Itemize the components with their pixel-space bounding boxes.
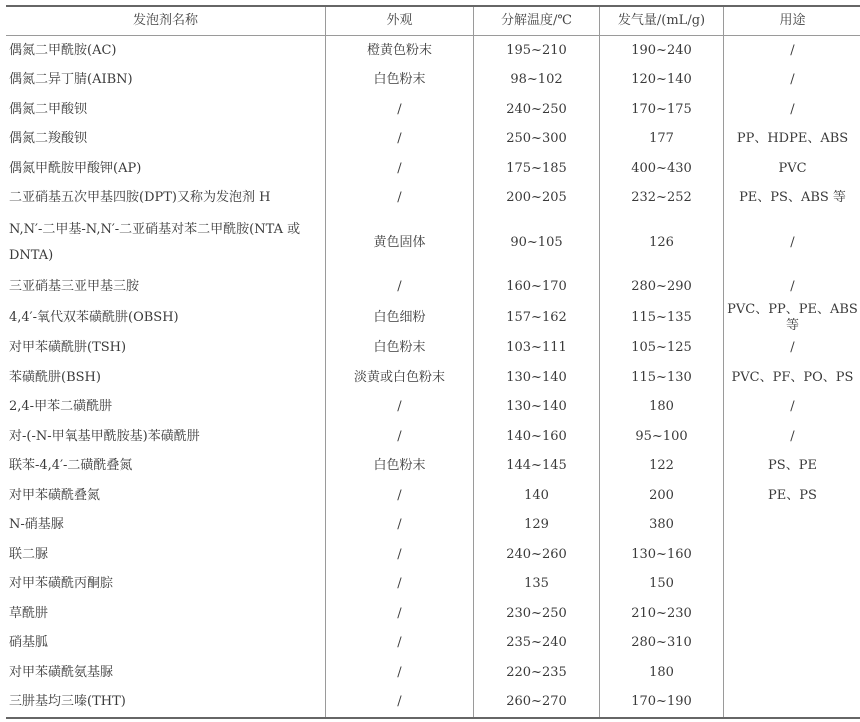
cell-appearance: / [326, 184, 474, 214]
table-header-row [6, 6, 860, 36]
cell-decomp-temp: 200~205 [474, 184, 600, 214]
table-row [6, 599, 860, 629]
table-row [6, 452, 860, 482]
cell-decomp-temp: 160~170 [474, 272, 600, 302]
cell-decomp-temp: 250~300 [474, 125, 600, 155]
table-row [6, 540, 860, 570]
cell-appearance: 白色细粉 [326, 302, 474, 334]
cell-gas-volume: 105~125 [600, 334, 724, 364]
table-row [6, 302, 860, 334]
cell-gas-volume: 150 [600, 570, 724, 600]
cell-appearance: / [326, 422, 474, 452]
cell-decomp-temp: 235~240 [474, 629, 600, 659]
cell-appearance: / [326, 511, 474, 541]
cell-usage [724, 688, 860, 719]
cell-appearance: 白色粉末 [326, 452, 474, 482]
cell-decomp-temp: 144~145 [474, 452, 600, 482]
cell-decomp-temp: 140~160 [474, 422, 600, 452]
cell-name: 苯磺酰肼(BSH) [9, 369, 101, 385]
cell-appearance: / [326, 629, 474, 659]
cell-appearance: / [326, 599, 474, 629]
cell-gas-volume: 400~430 [600, 154, 724, 184]
table-row [6, 688, 860, 719]
cell-appearance: / [326, 154, 474, 184]
table-row [6, 422, 860, 452]
cell-gas-volume: 170~175 [600, 95, 724, 125]
cell-decomp-temp: 260~270 [474, 688, 600, 719]
cell-usage: PVC、PF、PO、PS [724, 363, 860, 393]
table-row [6, 570, 860, 600]
cell-usage [724, 540, 860, 570]
table-row [6, 658, 860, 688]
table-row [6, 184, 860, 214]
cell-decomp-temp: 240~250 [474, 95, 600, 125]
cell-gas-volume: 115~130 [600, 363, 724, 393]
cell-usage: / [724, 95, 860, 125]
cell-decomp-temp: 103~111 [474, 334, 600, 364]
cell-gas-volume: 120~140 [600, 66, 724, 96]
cell-gas-volume: 130~160 [600, 540, 724, 570]
cell-decomp-temp: 130~140 [474, 393, 600, 423]
cell-appearance: 白色粉末 [326, 334, 474, 364]
cell-gas-volume: 280~290 [600, 272, 724, 302]
cell-usage: / [724, 36, 860, 66]
table-row [6, 481, 860, 511]
cell-gas-volume: 200 [600, 481, 724, 511]
cell-name: N-硝基脲 [9, 517, 64, 533]
table-row [6, 511, 860, 541]
cell-gas-volume: 280~310 [600, 629, 724, 659]
cell-appearance: 橙黄色粉末 [326, 36, 474, 66]
cell-name: 三肼基均三嗪(THT) [9, 694, 126, 710]
cell-gas-volume: 210~230 [600, 599, 724, 629]
table-row [6, 334, 860, 364]
cell-gas-volume: 180 [600, 393, 724, 423]
cell-name: 对甲苯磺酰叠氮 [9, 487, 101, 503]
cell-gas-volume: 180 [600, 658, 724, 688]
cell-decomp-temp: 157~162 [474, 302, 600, 334]
cell-name: 偶氮甲酰胺甲酸钾(AP) [9, 160, 142, 176]
cell-name: 偶氮二羧酸钡 [9, 131, 88, 147]
cell-decomp-temp: 130~140 [474, 363, 600, 393]
table-row [6, 95, 860, 125]
cell-name: 硝基胍 [9, 635, 49, 651]
cell-usage: / [724, 393, 860, 423]
cell-decomp-temp: 175~185 [474, 154, 600, 184]
cell-appearance: 白色粉末 [326, 66, 474, 96]
cell-name: 对-(-N-甲氧基甲酰胺基)苯磺酰肼 [9, 428, 200, 444]
cell-decomp-temp: 90~105 [474, 213, 600, 272]
cell-appearance: / [326, 688, 474, 719]
table-body [6, 36, 860, 719]
cell-name: 联二脲 [9, 546, 49, 562]
cell-usage [724, 629, 860, 659]
cell-appearance: 黄色固体 [326, 213, 474, 272]
cell-name: 对甲苯磺酰氨基脲 [9, 664, 114, 680]
cell-name: 二亚硝基五次甲基四胺(DPT)又称为发泡剂 H [9, 190, 271, 206]
header-appearance: 外观 [326, 6, 474, 36]
cell-name: 偶氮二异丁腈(AIBN) [9, 72, 133, 88]
cell-appearance: / [326, 540, 474, 570]
cell-usage: / [724, 422, 860, 452]
table-row [6, 393, 860, 423]
cell-appearance: / [326, 658, 474, 688]
header-usage: 用途 [724, 6, 860, 36]
cell-decomp-temp: 140 [474, 481, 600, 511]
cell-decomp-temp: 220~235 [474, 658, 600, 688]
cell-usage [724, 511, 860, 541]
cell-appearance: 淡黄或白色粉末 [326, 363, 474, 393]
blowing-agent-table [6, 5, 860, 719]
table-row [6, 154, 860, 184]
header-decomp-temp: 分解温度/℃ [474, 6, 600, 36]
cell-decomp-temp: 135 [474, 570, 600, 600]
cell-decomp-temp: 240~260 [474, 540, 600, 570]
cell-gas-volume: 95~100 [600, 422, 724, 452]
cell-gas-volume: 126 [600, 213, 724, 272]
cell-decomp-temp: 98~102 [474, 66, 600, 96]
cell-appearance: / [326, 570, 474, 600]
cell-decomp-temp: 230~250 [474, 599, 600, 629]
cell-usage: PVC [724, 154, 860, 184]
cell-name: 三亚硝基三亚甲基三胺 [9, 278, 140, 294]
cell-gas-volume: 177 [600, 125, 724, 155]
cell-name: 联苯-4,4′-二磺酰叠氮 [9, 458, 133, 474]
cell-usage [724, 570, 860, 600]
cell-usage: PS、PE [724, 452, 860, 482]
cell-appearance: / [326, 95, 474, 125]
cell-gas-volume: 170~190 [600, 688, 724, 719]
cell-usage: PE、PS、ABS 等 [724, 184, 860, 214]
table-row [6, 125, 860, 155]
cell-name: 草酰肼 [9, 605, 49, 621]
cell-usage: / [724, 66, 860, 96]
cell-usage: PP、HDPE、ABS [724, 125, 860, 155]
cell-usage: / [724, 213, 860, 272]
cell-gas-volume: 190~240 [600, 36, 724, 66]
table-row [6, 629, 860, 659]
cell-name: 对甲苯磺酰丙酮腙 [9, 576, 114, 592]
table-row [6, 213, 860, 272]
table-row [6, 272, 860, 302]
cell-name: 偶氮二甲酸钡 [9, 101, 88, 117]
cell-usage: / [724, 272, 860, 302]
cell-gas-volume: 115~135 [600, 302, 724, 334]
cell-usage: PVC、PP、PE、ABS 等 [724, 302, 860, 334]
cell-name: 4,4′-氧代双苯磺酰肼(OBSH) [9, 309, 179, 325]
cell-gas-volume: 122 [600, 452, 724, 482]
cell-usage [724, 658, 860, 688]
cell-decomp-temp: 129 [474, 511, 600, 541]
cell-name: 对甲苯磺酰肼(TSH) [9, 340, 127, 356]
cell-appearance: / [326, 125, 474, 155]
header-name: 发泡剂名称 [132, 13, 198, 28]
header-gas-volume: 发气量/(mL/g) [600, 6, 724, 36]
cell-usage: / [724, 334, 860, 364]
cell-decomp-temp: 195~210 [474, 36, 600, 66]
cell-gas-volume: 232~252 [600, 184, 724, 214]
table-row [6, 36, 860, 66]
table-row [6, 363, 860, 393]
cell-appearance: / [326, 272, 474, 302]
cell-appearance: / [326, 393, 474, 423]
cell-gas-volume: 380 [600, 511, 724, 541]
table-row [6, 66, 860, 96]
cell-name: 2,4-甲苯二磺酰肼 [9, 399, 113, 415]
cell-usage [724, 599, 860, 629]
cell-usage: PE、PS [724, 481, 860, 511]
cell-appearance: / [326, 481, 474, 511]
cell-name: 偶氮二甲酰胺(AC) [9, 42, 117, 58]
cell-name: N,N′-二甲基-N,N′-二亚硝基对苯二甲酰胺(NTA 或 DNTA) [9, 221, 301, 263]
